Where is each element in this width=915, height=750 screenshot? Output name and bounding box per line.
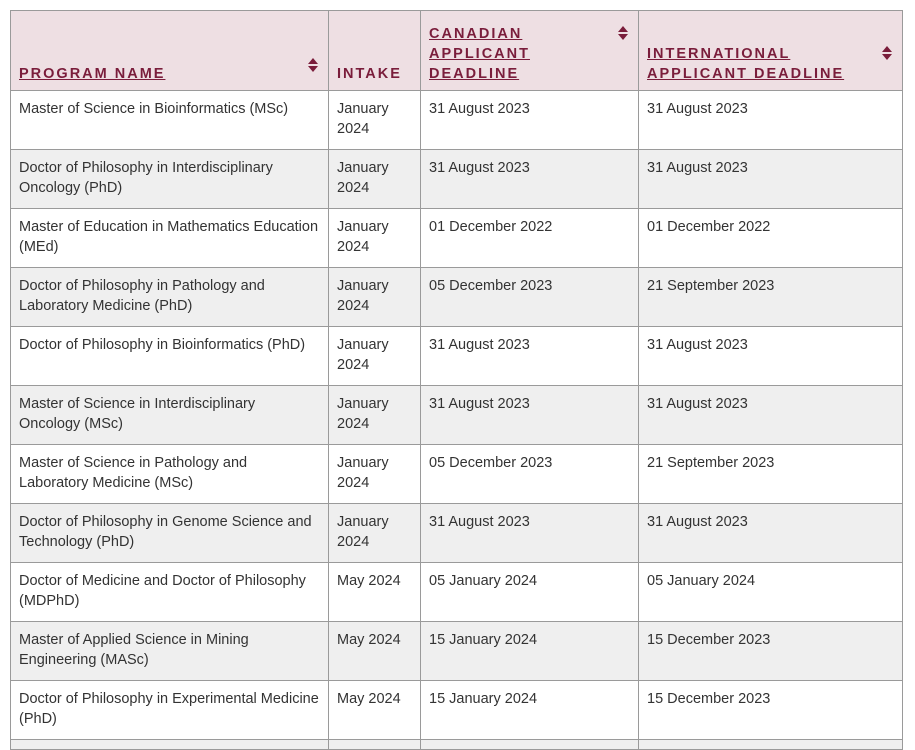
table-row <box>11 622 903 681</box>
column-header-international[interactable] <box>639 11 903 91</box>
table-row <box>11 150 903 209</box>
empty-cell <box>639 740 903 750</box>
sort-icon[interactable] <box>308 58 318 72</box>
table-row <box>11 386 903 445</box>
table-row <box>11 91 903 150</box>
international-deadline-cell: 01 December 2022 <box>639 209 903 268</box>
international-deadline-cell: 31 August 2023 <box>639 504 903 563</box>
canadian-deadline-cell: 05 December 2023 <box>421 445 639 504</box>
intake-header-label: INTAKE <box>337 66 402 82</box>
empty-cell <box>329 740 421 750</box>
international-deadline-cell: 21 September 2023 <box>639 268 903 327</box>
canadian-deadline-cell: 15 January 2024 <box>421 681 639 740</box>
canadian-deadline-cell: 15 January 2024 <box>421 622 639 681</box>
intake-cell: May 2024 <box>329 563 421 622</box>
canadian-deadline-cell: 31 August 2023 <box>421 386 639 445</box>
table-row <box>11 327 903 386</box>
table-row <box>11 504 903 563</box>
table-row <box>11 563 903 622</box>
program-name-cell: Master of Education in Mathematics Education (MEd) <box>11 209 329 268</box>
intake-cell: May 2024 <box>329 681 421 740</box>
program-name-cell: Master of Science in Pathology and Laboratory Medicine (MSc) <box>11 445 329 504</box>
canadian-deadline-cell: 31 August 2023 <box>421 327 639 386</box>
intake-cell: January 2024 <box>329 445 421 504</box>
international-deadline-cell: 31 August 2023 <box>639 327 903 386</box>
program-name-cell: Doctor of Philosophy in Interdisciplinary Oncology (PhD) <box>11 150 329 209</box>
intake-cell: January 2024 <box>329 386 421 445</box>
program-name-cell: Master of Applied Science in Mining Engineering (MASc) <box>11 622 329 681</box>
program-name-cell: Master of Science in Interdisciplinary Oncology (MSc) <box>11 386 329 445</box>
intake-cell: January 2024 <box>329 209 421 268</box>
international-deadline-cell: 21 September 2023 <box>639 445 903 504</box>
international-deadline-cell: 31 August 2023 <box>639 386 903 445</box>
column-header-canadian[interactable] <box>421 11 639 91</box>
program-name-cell: Doctor of Medicine and Doctor of Philosophy (MDPhD) <box>11 563 329 622</box>
sort-canadian-link[interactable]: CANADIAN APPLICANT DEADLINE <box>429 26 530 82</box>
intake-cell: May 2024 <box>329 622 421 681</box>
column-header-program[interactable] <box>11 11 329 91</box>
table-row <box>11 681 903 740</box>
international-deadline-cell: 05 January 2024 <box>639 563 903 622</box>
program-name-cell: Doctor of Philosophy in Pathology and Laboratory Medicine (PhD) <box>11 268 329 327</box>
program-name-cell: Doctor of Philosophy in Bioinformatics (PhD) <box>11 327 329 386</box>
intake-cell: January 2024 <box>329 91 421 150</box>
program-name-cell: Doctor of Philosophy in Experimental Medicine (PhD) <box>11 681 329 740</box>
program-name-cell: Master of Science in Bioinformatics (MSc) <box>11 91 329 150</box>
table-row <box>11 445 903 504</box>
international-deadline-cell: 15 December 2023 <box>639 622 903 681</box>
international-deadline-cell: 31 August 2023 <box>639 91 903 150</box>
table-row-partial <box>11 740 903 750</box>
empty-cell <box>421 740 639 750</box>
sort-international-link[interactable]: INTERNATIONAL APPLICANT DEADLINE <box>647 46 845 82</box>
international-deadline-cell: 31 August 2023 <box>639 150 903 209</box>
intake-cell: January 2024 <box>329 327 421 386</box>
canadian-deadline-cell: 31 August 2023 <box>421 91 639 150</box>
canadian-deadline-cell: 01 December 2022 <box>421 209 639 268</box>
programs-table <box>10 10 903 750</box>
intake-cell: January 2024 <box>329 504 421 563</box>
table-row <box>11 268 903 327</box>
program-name-cell: Doctor of Philosophy in Genome Science and Technology (PhD) <box>11 504 329 563</box>
sort-program-link[interactable]: PROGRAM NAME <box>19 66 166 82</box>
intake-cell: January 2024 <box>329 150 421 209</box>
empty-cell <box>11 740 329 750</box>
canadian-deadline-cell: 31 August 2023 <box>421 504 639 563</box>
international-deadline-cell: 15 December 2023 <box>639 681 903 740</box>
table-row <box>11 209 903 268</box>
canadian-deadline-cell: 05 January 2024 <box>421 563 639 622</box>
column-header-intake <box>329 11 421 91</box>
sort-icon[interactable] <box>882 46 892 60</box>
canadian-deadline-cell: 05 December 2023 <box>421 268 639 327</box>
sort-icon[interactable] <box>618 26 628 40</box>
table-header-row <box>11 11 903 91</box>
intake-cell: January 2024 <box>329 268 421 327</box>
canadian-deadline-cell: 31 August 2023 <box>421 150 639 209</box>
